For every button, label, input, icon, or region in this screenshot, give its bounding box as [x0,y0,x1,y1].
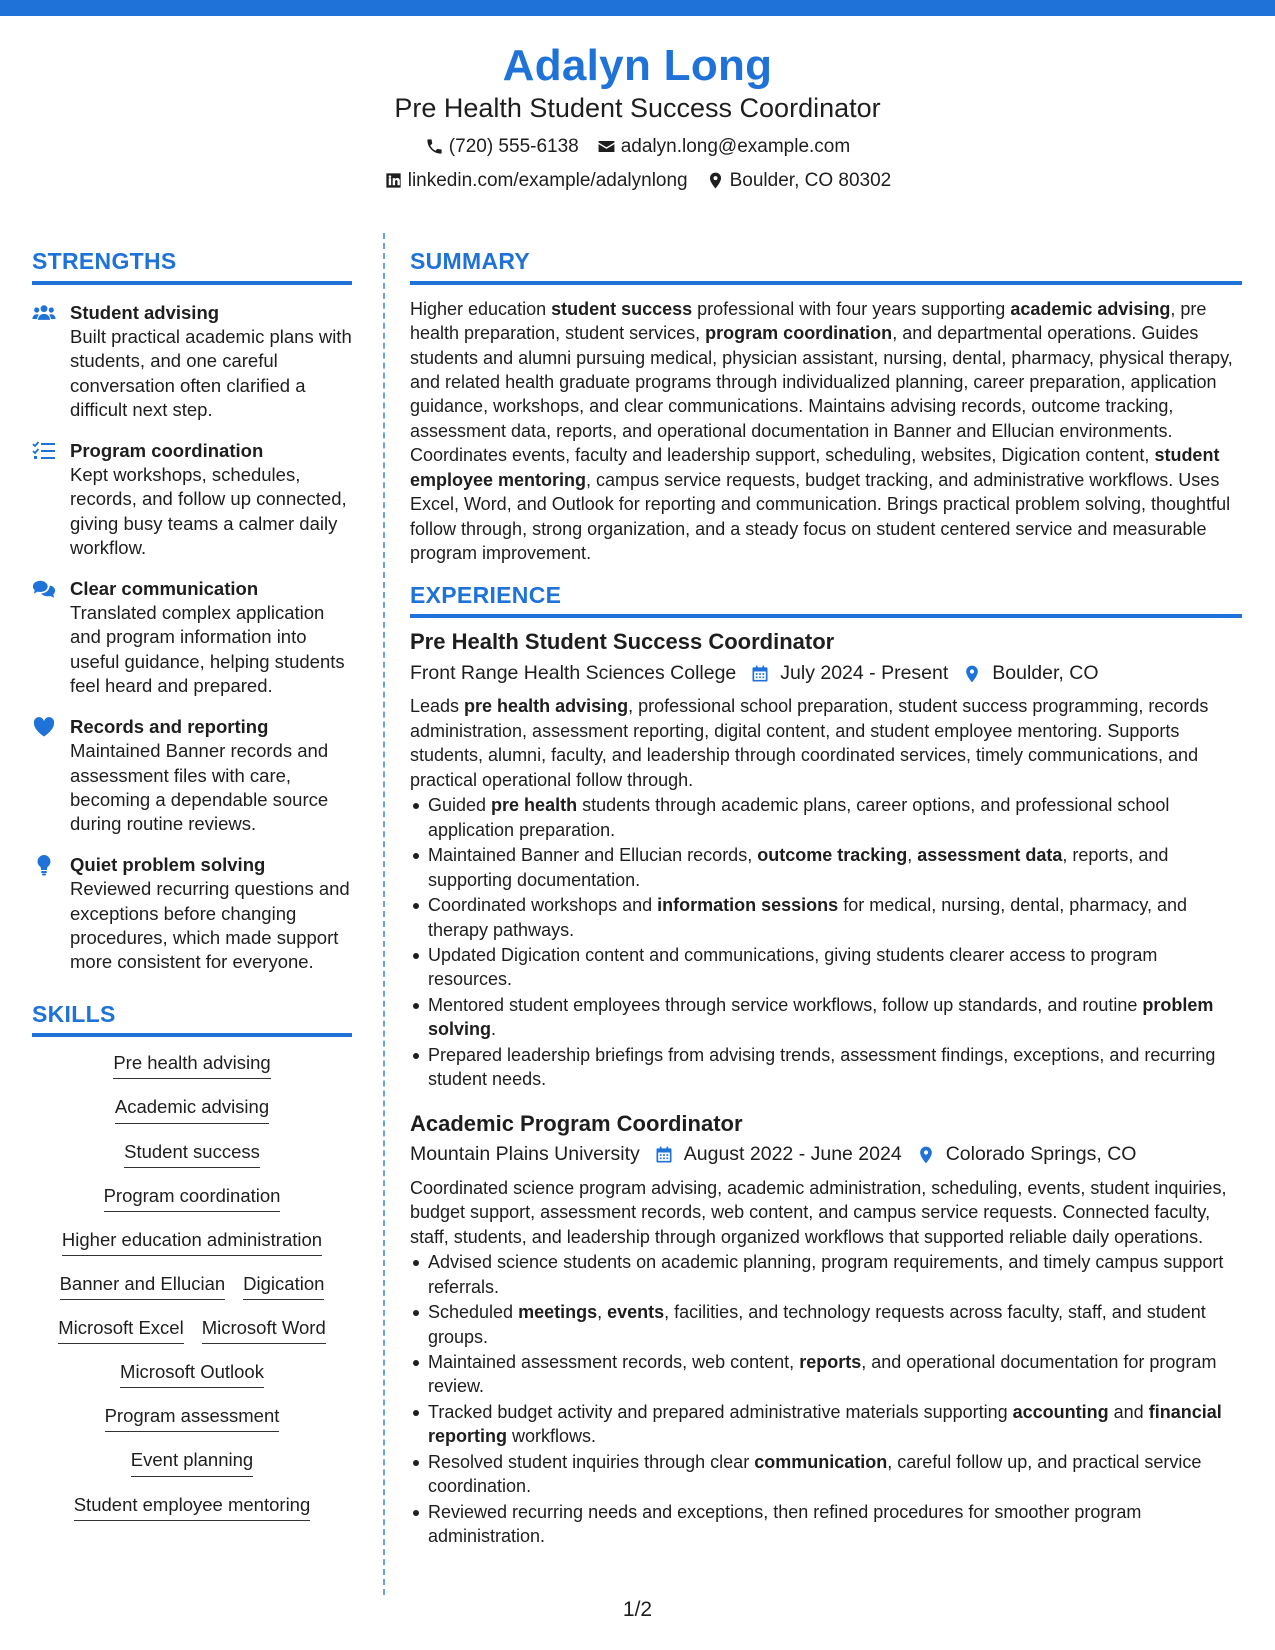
job-bullets [410,793,1242,1092]
job-entry [410,1110,1242,1549]
job-description [410,1176,1242,1249]
strengths-section [32,248,352,975]
skill-row [32,1184,352,1212]
strength-title: Clear communication [70,577,259,599]
strength-title: Records and reporting [70,715,269,737]
map-pin-icon [706,171,725,190]
top-accent-bar [0,0,1275,16]
list-check-icon [32,440,56,462]
strength-item [32,301,352,423]
linkedin-contact[interactable] [384,168,688,194]
emphasis-text: accounting [1012,1401,1109,1422]
skill-row [32,1140,352,1168]
bullet-item [410,1300,1242,1349]
job-location: Colorado Springs, CO [945,1143,1137,1166]
skills-list [32,1051,352,1520]
bullet-item [410,943,1242,992]
body-text: , campus service requests, budget tracking, and administrative workflows. Uses Excel, Word, and Outlook for reporting and communication. Brings practical problem solving, thoughtful follow through, strong organization, and a steady focus on student centered service and measurable program improvement. [410,469,1231,564]
job-dates: August 2022 - June 2024 [683,1143,902,1166]
skill-row [32,1360,352,1388]
body-text: Updated Digication content and communications, giving students clearer access to program resources. [428,944,1158,990]
job-title: Pre Health Student Success Coordinator [410,629,835,655]
job-location: Boulder, CO [992,661,1099,684]
skill-tag: Higher education administration [62,1228,322,1256]
emphasis-text: pre health advising [464,696,629,717]
skill-row [32,1404,352,1432]
skill-tag: Microsoft Word [202,1316,326,1344]
candidate-title: Pre Health Student Success Coordinator [394,93,881,124]
body-text: , and operational documentation for program review. [428,1352,1217,1397]
emphasis-text: meetings [518,1302,598,1323]
skills-section [32,1001,352,1521]
bullet-item [410,1043,1242,1092]
body-text: Reviewed recurring needs and exceptions, then refined procedures for smoother program administration. [428,1501,1142,1547]
calendar-icon [750,664,770,684]
job-dates: July 2024 - Present [780,661,949,684]
body-text: Resolved student inquiries through clear [428,1451,755,1472]
strength-desc: Translated complex application and program information into useful guidance, helping students feel heard and prepared. [70,602,345,697]
bullet-item [410,843,1242,892]
body-text: Leads [410,696,465,717]
body-text: , facilities, and technology requests across faculty, staff, and student groups. [428,1302,1206,1347]
body-text: , professional school preparation, student success programming, records administration, assessment reporting, digital content, and student employee mentoring. Supports students, alumni, faculty, and leadership through coordinated services, timely communications, and practical operational follow through. [410,696,1209,790]
bullet-item [410,993,1242,1042]
skill-tag: Academic advising [115,1095,269,1123]
strength-title: Student advising [70,301,220,323]
skills-heading: SKILLS [32,1001,352,1038]
emphasis-text: events [607,1302,665,1323]
bullet-item [410,1450,1242,1499]
body-text: Advised science students on academic planning, program requirements, and timely campus support referrals. [428,1252,1224,1297]
users-icon [32,302,56,324]
phone-number: (720) 555-6138 [448,136,579,158]
lightbulb-icon [32,854,56,876]
body-text: workflows. [507,1426,597,1447]
calendar-icon [654,1145,674,1165]
strength-desc: Reviewed recurring questions and exceptions before changing procedures, which made support more consistent for everyone. [70,878,350,973]
skill-tag: Program coordination [104,1184,281,1212]
column-divider [383,233,385,1595]
email-address: adalyn.long@example.com [620,136,851,158]
body-text: Maintained assessment records, web content, [428,1352,800,1372]
body-text: Scheduled [428,1302,519,1323]
body-text: , [907,845,918,866]
skill-row [32,1051,352,1079]
job-entry [410,628,1242,1091]
body-text: Tracked budget activity and prepared administrative materials supporting [428,1401,1013,1422]
emphasis-text: communication [754,1451,888,1472]
body-text: Prepared leadership briefings from advising trends, assessment findings, exceptions, and recurring student needs. [428,1044,1216,1090]
heart-icon [32,716,56,738]
experience-section [410,582,1242,1549]
linkedin-icon [384,171,403,190]
strengths-heading: STRENGTHS [32,248,352,285]
body-text: and [1108,1401,1149,1422]
phone-icon [425,137,444,156]
emphasis-text: academic advising [1010,298,1171,319]
comments-icon [32,578,56,600]
summary-heading: SUMMARY [410,248,1242,285]
body-text: , and departmental operations. Guides students and alumni pursuing medical, physician assistant, nursing, dental, pharmacy, physical therapy, and related health graduate programs through individualized planning, career preparation, application guidance, workshops, and clear communications. Maintains advising records, outcome tracking, assessment data, reports, and operational documentation in Banner and Ellucian environments. Coordinates events, faculty and leadership support, scheduling, websites, Digication content, [410,323,1233,466]
body-text: Coordinated workshops and [428,895,658,916]
body-text: , careful follow up, and practical service coordination. [428,1451,1202,1497]
right-column [410,248,1242,1550]
map-pin-icon [962,664,982,684]
bullet-item [410,893,1242,942]
body-text: Maintained Banner and Ellucian records, [428,845,758,866]
bullet-item [410,1250,1242,1299]
page-number: 1/2 [622,1598,653,1621]
summary-section [410,248,1242,566]
emphasis-text: student employee mentoring [410,445,1220,490]
strength-item [32,439,352,561]
skill-tag: Event planning [131,1448,253,1476]
contact-row-1 [0,134,1275,160]
skill-row [32,1095,352,1123]
skill-tag: Digication [243,1272,324,1300]
job-meta [410,1142,1242,1167]
body-text: . [491,1019,497,1040]
resume-header [0,42,1275,193]
skill-tag: Student employee mentoring [74,1493,311,1521]
strength-desc: Kept workshops, schedules, records, and follow up connected, giving busy teams a calmer daily workflow. [70,464,347,559]
strength-title: Program coordination [70,439,264,461]
skill-row [32,1448,352,1476]
summary-text [410,297,1242,566]
skill-tag: Student success [124,1140,260,1168]
skill-row [32,1316,352,1344]
emphasis-text: assessment data [917,845,1063,866]
map-pin-icon [916,1145,936,1165]
skill-tag: Banner and Ellucian [60,1272,226,1300]
body-text: for medical, nursing, dental, pharmacy, and therapy pathways. [428,895,1188,940]
emphasis-text: pre health [491,795,578,816]
body-text: Guided [428,795,492,816]
bullet-item [410,1400,1242,1449]
job-bullets [410,1250,1242,1549]
body-text: Mentored student employees through service workflows, follow up standards, and routine [428,994,1143,1015]
job-meta [410,661,1242,686]
body-text: students through academic plans, career options, and professional school application preparation. [428,795,1170,840]
email-contact[interactable] [597,134,850,160]
emphasis-text: problem solving [428,994,1214,1040]
envelope-icon [597,137,616,156]
bullet-item [410,1350,1242,1399]
strength-title: Quiet problem solving [70,853,266,875]
job-description [410,694,1242,792]
emphasis-text: outcome tracking [757,845,908,866]
skill-row [32,1228,352,1256]
left-column [32,248,352,1537]
emphasis-text: program coordination [705,323,893,344]
strength-item [32,853,352,975]
skill-tag: Pre health advising [113,1051,270,1079]
location-text: Boulder, CO 80302 [729,169,892,191]
phone-contact[interactable] [425,134,579,160]
body-text: Higher education [410,298,552,319]
experience-heading: EXPERIENCE [410,582,1242,619]
body-text: , pre health preparation, student services, [410,298,1207,344]
emphasis-text: reports [799,1352,862,1372]
skill-row [32,1272,352,1300]
body-text: , [597,1302,608,1323]
location-contact [706,168,892,194]
strength-desc: Built practical academic plans with students, and one careful conversation often clarified a difficult next step. [70,326,352,421]
bullet-item [410,793,1242,842]
strength-item [32,715,352,837]
strength-item [32,577,352,699]
emphasis-text: financial reporting [428,1401,1222,1447]
emphasis-text: information sessions [657,895,839,916]
strength-desc: Maintained Banner records and assessment files with care, becoming a dependable source during routine reviews. [70,740,329,835]
body-text: professional with four years supporting [692,298,1011,319]
emphasis-text: student success [551,298,693,319]
contact-row-2 [0,168,1275,194]
bullet-item [410,1500,1242,1549]
job-company: Front Range Health Sciences College [410,661,737,684]
skill-row [32,1493,352,1521]
body-text: , reports, and supporting documentation. [428,845,1169,890]
body-text: Coordinated science program advising, academic administration, scheduling, events, student inquiries, budget support, assessment records, web content, and campus service requests. Connected faculty, staff, students, and leadership through organized workflows that supported reliable daily operations. [410,1177,1227,1247]
skill-tag: Microsoft Outlook [120,1360,264,1388]
job-company: Mountain Plains University [410,1143,640,1166]
candidate-name: Adalyn Long [502,41,773,90]
job-title: Academic Program Coordinator [410,1110,743,1136]
linkedin-url: linkedin.com/example/adalynlong [407,169,688,191]
skill-tag: Microsoft Excel [58,1316,183,1344]
skill-tag: Program assessment [105,1404,280,1432]
